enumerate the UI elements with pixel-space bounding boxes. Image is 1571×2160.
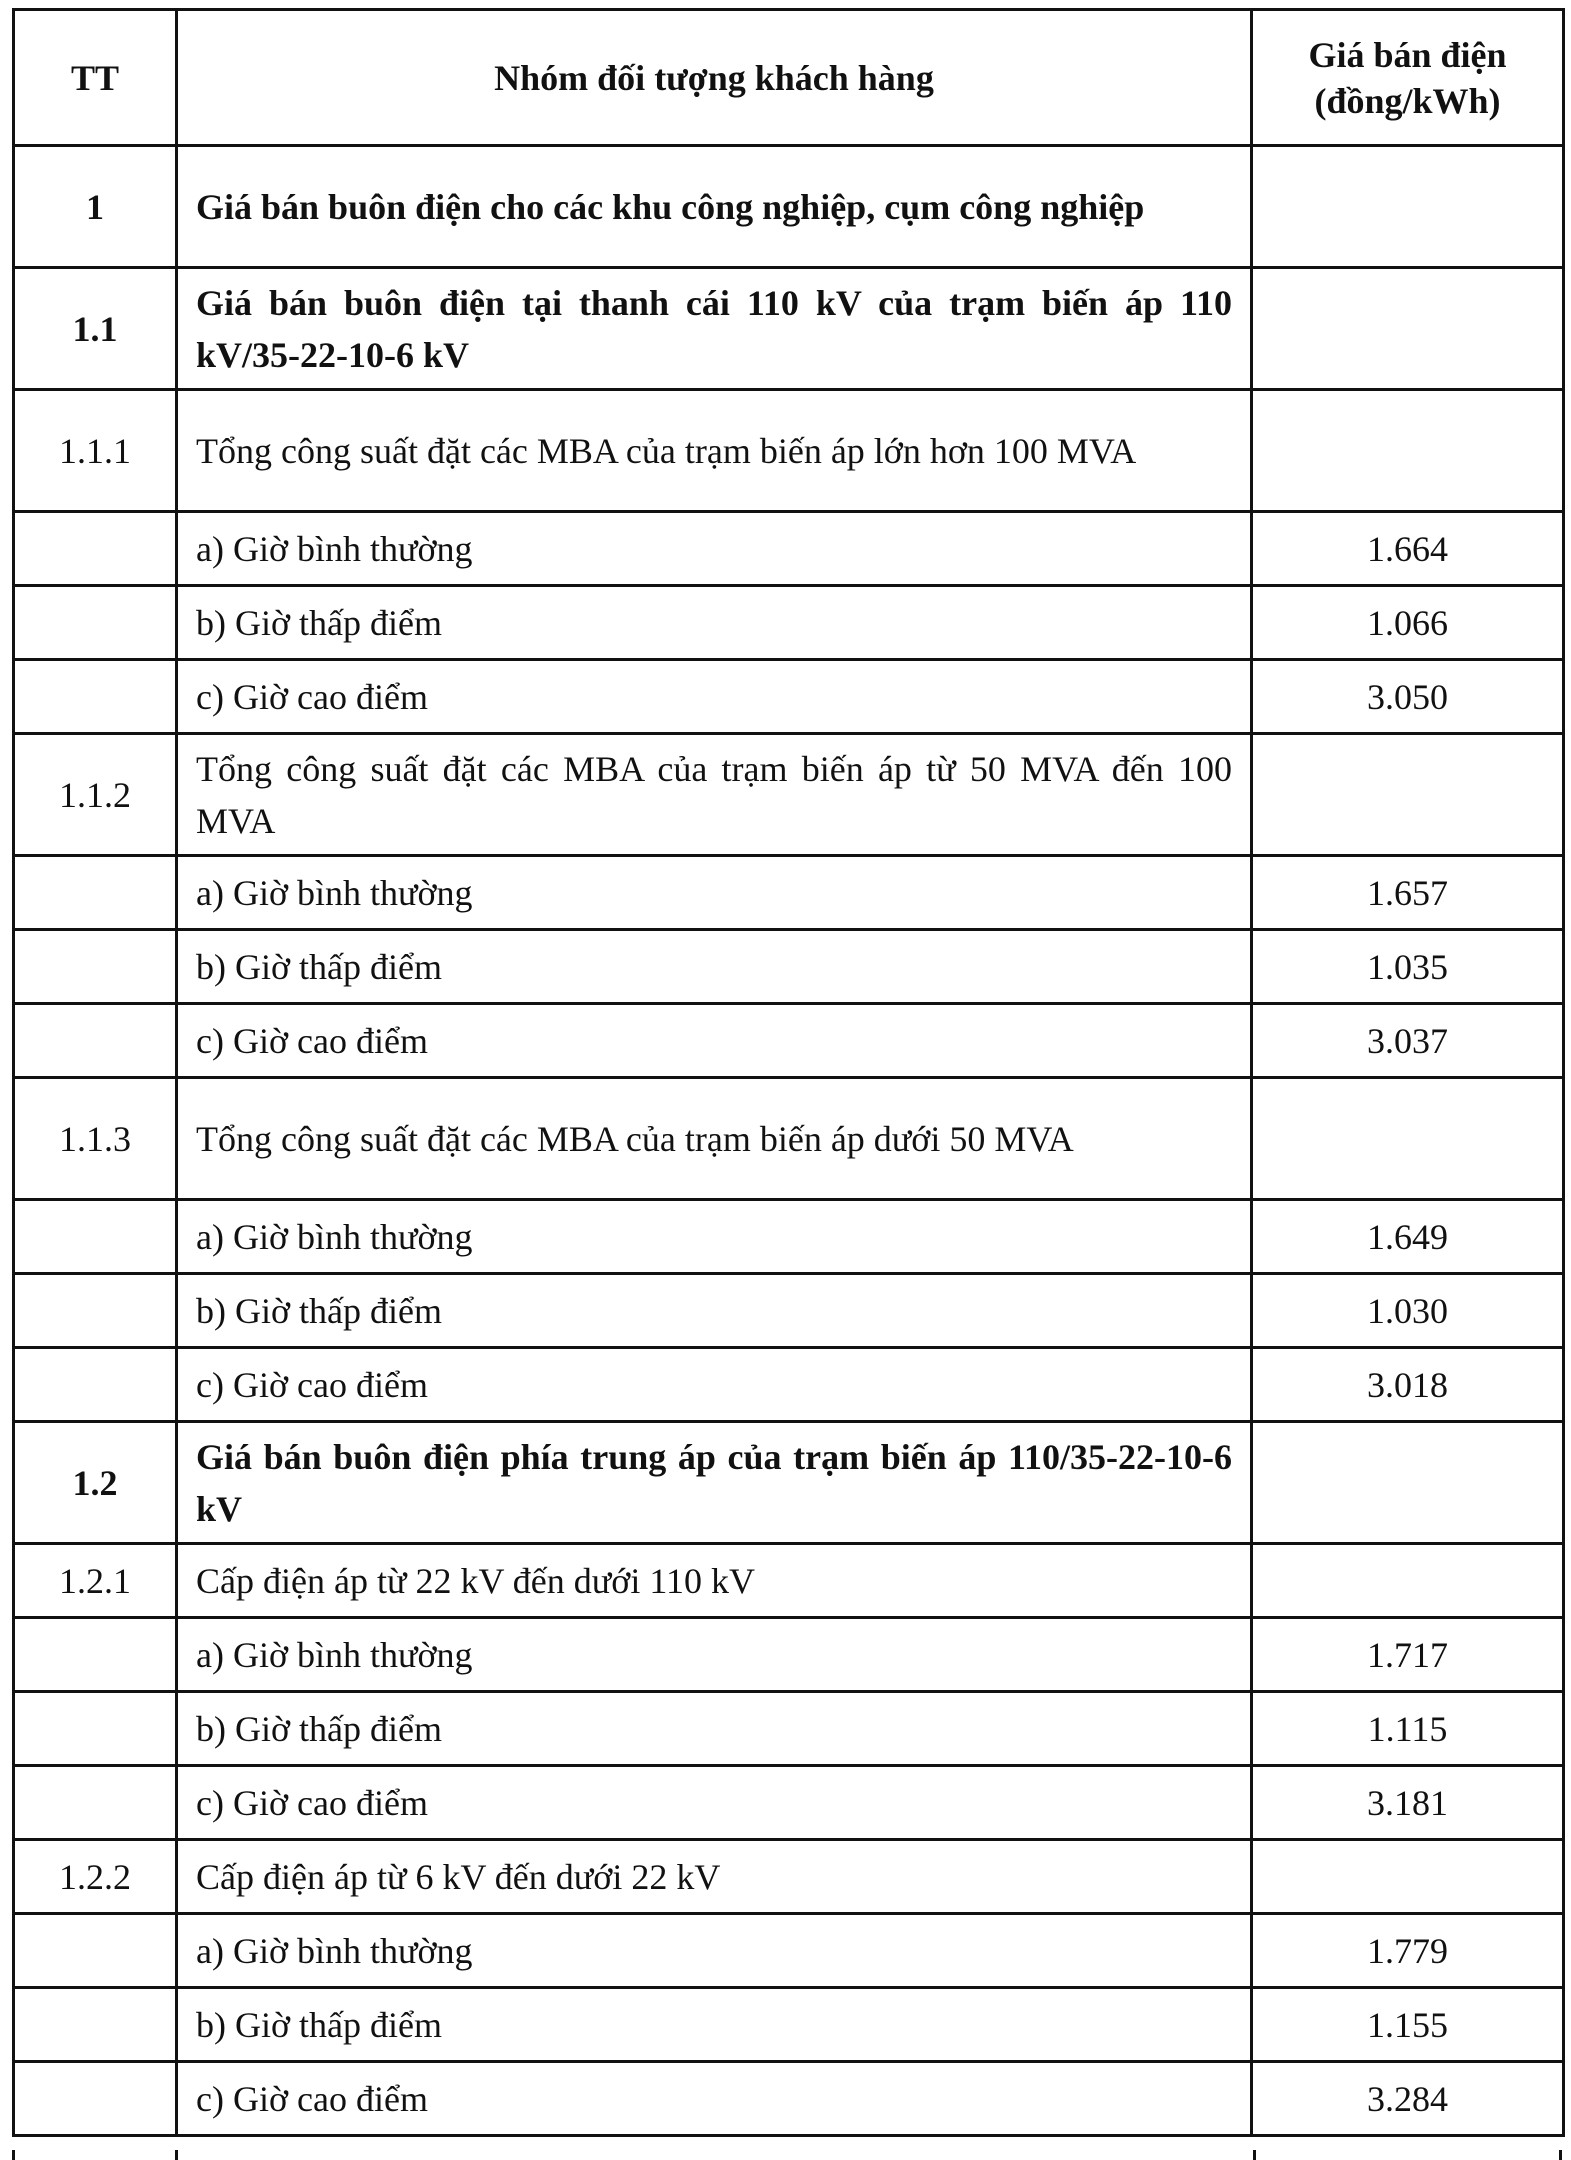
row-number <box>14 1200 177 1274</box>
price-value <box>1252 1544 1564 1618</box>
price-value <box>1252 268 1564 390</box>
customer-group-description: Tổng công suất đặt các MBA của trạm biến áp từ 50 MVA đến 100 MVA <box>177 734 1252 856</box>
customer-group-description: b) Giờ thấp điểm <box>177 930 1252 1004</box>
customer-group-description: c) Giờ cao điểm <box>177 1766 1252 1840</box>
row-number: 1.2.1 <box>14 1544 177 1618</box>
price-value: 3.181 <box>1252 1766 1564 1840</box>
row-number <box>14 1618 177 1692</box>
customer-group-description: b) Giờ thấp điểm <box>177 586 1252 660</box>
customer-group-description: Giá bán buôn điện cho các khu công nghiệp, cụm công nghiệp <box>177 146 1252 268</box>
customer-group-description: a) Giờ bình thường <box>177 512 1252 586</box>
price-value: 1.155 <box>1252 1988 1564 2062</box>
price-value: 3.050 <box>1252 660 1564 734</box>
table-row <box>14 1840 1564 1914</box>
customer-group-description: Tổng công suất đặt các MBA của trạm biến áp dưới 50 MVA <box>177 1078 1252 1200</box>
row-number <box>14 660 177 734</box>
row-number: 1.1.2 <box>14 734 177 856</box>
row-number: 1.1 <box>14 268 177 390</box>
row-number <box>14 1004 177 1078</box>
table-row <box>14 1078 1564 1200</box>
price-value <box>1252 1078 1564 1200</box>
price-value <box>1252 390 1564 512</box>
table-row <box>14 660 1564 734</box>
table-row <box>14 930 1564 1004</box>
price-value: 3.018 <box>1252 1348 1564 1422</box>
customer-group-description: c) Giờ cao điểm <box>177 1348 1252 1422</box>
row-number: 1.1.1 <box>14 390 177 512</box>
price-value: 1.779 <box>1252 1914 1564 1988</box>
table-body <box>14 146 1564 2136</box>
table-row <box>14 1544 1564 1618</box>
table-row <box>14 1004 1564 1078</box>
row-number <box>14 856 177 930</box>
customer-group-description: c) Giờ cao điểm <box>177 1004 1252 1078</box>
price-value: 1.664 <box>1252 512 1564 586</box>
table-row <box>14 1988 1564 2062</box>
table-row <box>14 1422 1564 1544</box>
customer-group-description: Giá bán buôn điện tại thanh cái 110 kV của trạm biến áp 110 kV/35-22-10-6 kV <box>177 268 1252 390</box>
table-row <box>14 1274 1564 1348</box>
header-tt: TT <box>14 10 177 146</box>
price-value: 3.037 <box>1252 1004 1564 1078</box>
price-value: 3.284 <box>1252 2062 1564 2136</box>
table-row <box>14 390 1564 512</box>
row-number <box>14 1988 177 2062</box>
table-row <box>14 1200 1564 1274</box>
table-row <box>14 1348 1564 1422</box>
customer-group-description: a) Giờ bình thường <box>177 1618 1252 1692</box>
customer-group-description: b) Giờ thấp điểm <box>177 1692 1252 1766</box>
row-number <box>14 1766 177 1840</box>
table-row <box>14 1914 1564 1988</box>
customer-group-description: Giá bán buôn điện phía trung áp của trạm biến áp 110/35-22-10-6 kV <box>177 1422 1252 1544</box>
customer-group-description: Cấp điện áp từ 6 kV đến dưới 22 kV <box>177 1840 1252 1914</box>
table-row <box>14 2062 1564 2136</box>
row-number <box>14 586 177 660</box>
customer-group-description: c) Giờ cao điểm <box>177 660 1252 734</box>
customer-group-description: Cấp điện áp từ 22 kV đến dưới 110 kV <box>177 1544 1252 1618</box>
table-row <box>14 734 1564 856</box>
header-customer-group: Nhóm đối tượng khách hàng <box>177 10 1252 146</box>
row-number: 1.2.2 <box>14 1840 177 1914</box>
row-number <box>14 1692 177 1766</box>
customer-group-description: b) Giờ thấp điểm <box>177 1274 1252 1348</box>
table-continuation <box>12 2150 1562 2160</box>
table-row <box>14 1618 1564 1692</box>
table-row <box>14 146 1564 268</box>
price-value <box>1252 1422 1564 1544</box>
row-number: 1.1.3 <box>14 1078 177 1200</box>
table-row <box>14 512 1564 586</box>
row-number <box>14 930 177 1004</box>
header-price: Giá bán điện (đồng/kWh) <box>1252 10 1564 146</box>
price-value: 1.657 <box>1252 856 1564 930</box>
table-row <box>14 856 1564 930</box>
price-value: 1.030 <box>1252 1274 1564 1348</box>
price-value: 1.115 <box>1252 1692 1564 1766</box>
row-number <box>14 1914 177 1988</box>
table-row <box>14 268 1564 390</box>
customer-group-description: a) Giờ bình thường <box>177 1914 1252 1988</box>
price-value: 1.717 <box>1252 1618 1564 1692</box>
customer-group-description: c) Giờ cao điểm <box>177 2062 1252 2136</box>
row-number <box>14 2062 177 2136</box>
price-value <box>1252 734 1564 856</box>
customer-group-description: a) Giờ bình thường <box>177 856 1252 930</box>
table-header-row <box>14 10 1564 146</box>
price-value: 1.035 <box>1252 930 1564 1004</box>
table-row <box>14 1692 1564 1766</box>
customer-group-description: Tổng công suất đặt các MBA của trạm biến áp lớn hơn 100 MVA <box>177 390 1252 512</box>
row-number: 1.2 <box>14 1422 177 1544</box>
row-number <box>14 512 177 586</box>
customer-group-description: a) Giờ bình thường <box>177 1200 1252 1274</box>
customer-group-description: b) Giờ thấp điểm <box>177 1988 1252 2062</box>
table-row <box>14 1766 1564 1840</box>
row-number: 1 <box>14 146 177 268</box>
price-value: 1.066 <box>1252 586 1564 660</box>
table-row <box>14 586 1564 660</box>
row-number <box>14 1274 177 1348</box>
electricity-price-table <box>12 8 1565 2137</box>
price-value <box>1252 146 1564 268</box>
row-number <box>14 1348 177 1422</box>
price-value <box>1252 1840 1564 1914</box>
price-value: 1.649 <box>1252 1200 1564 1274</box>
